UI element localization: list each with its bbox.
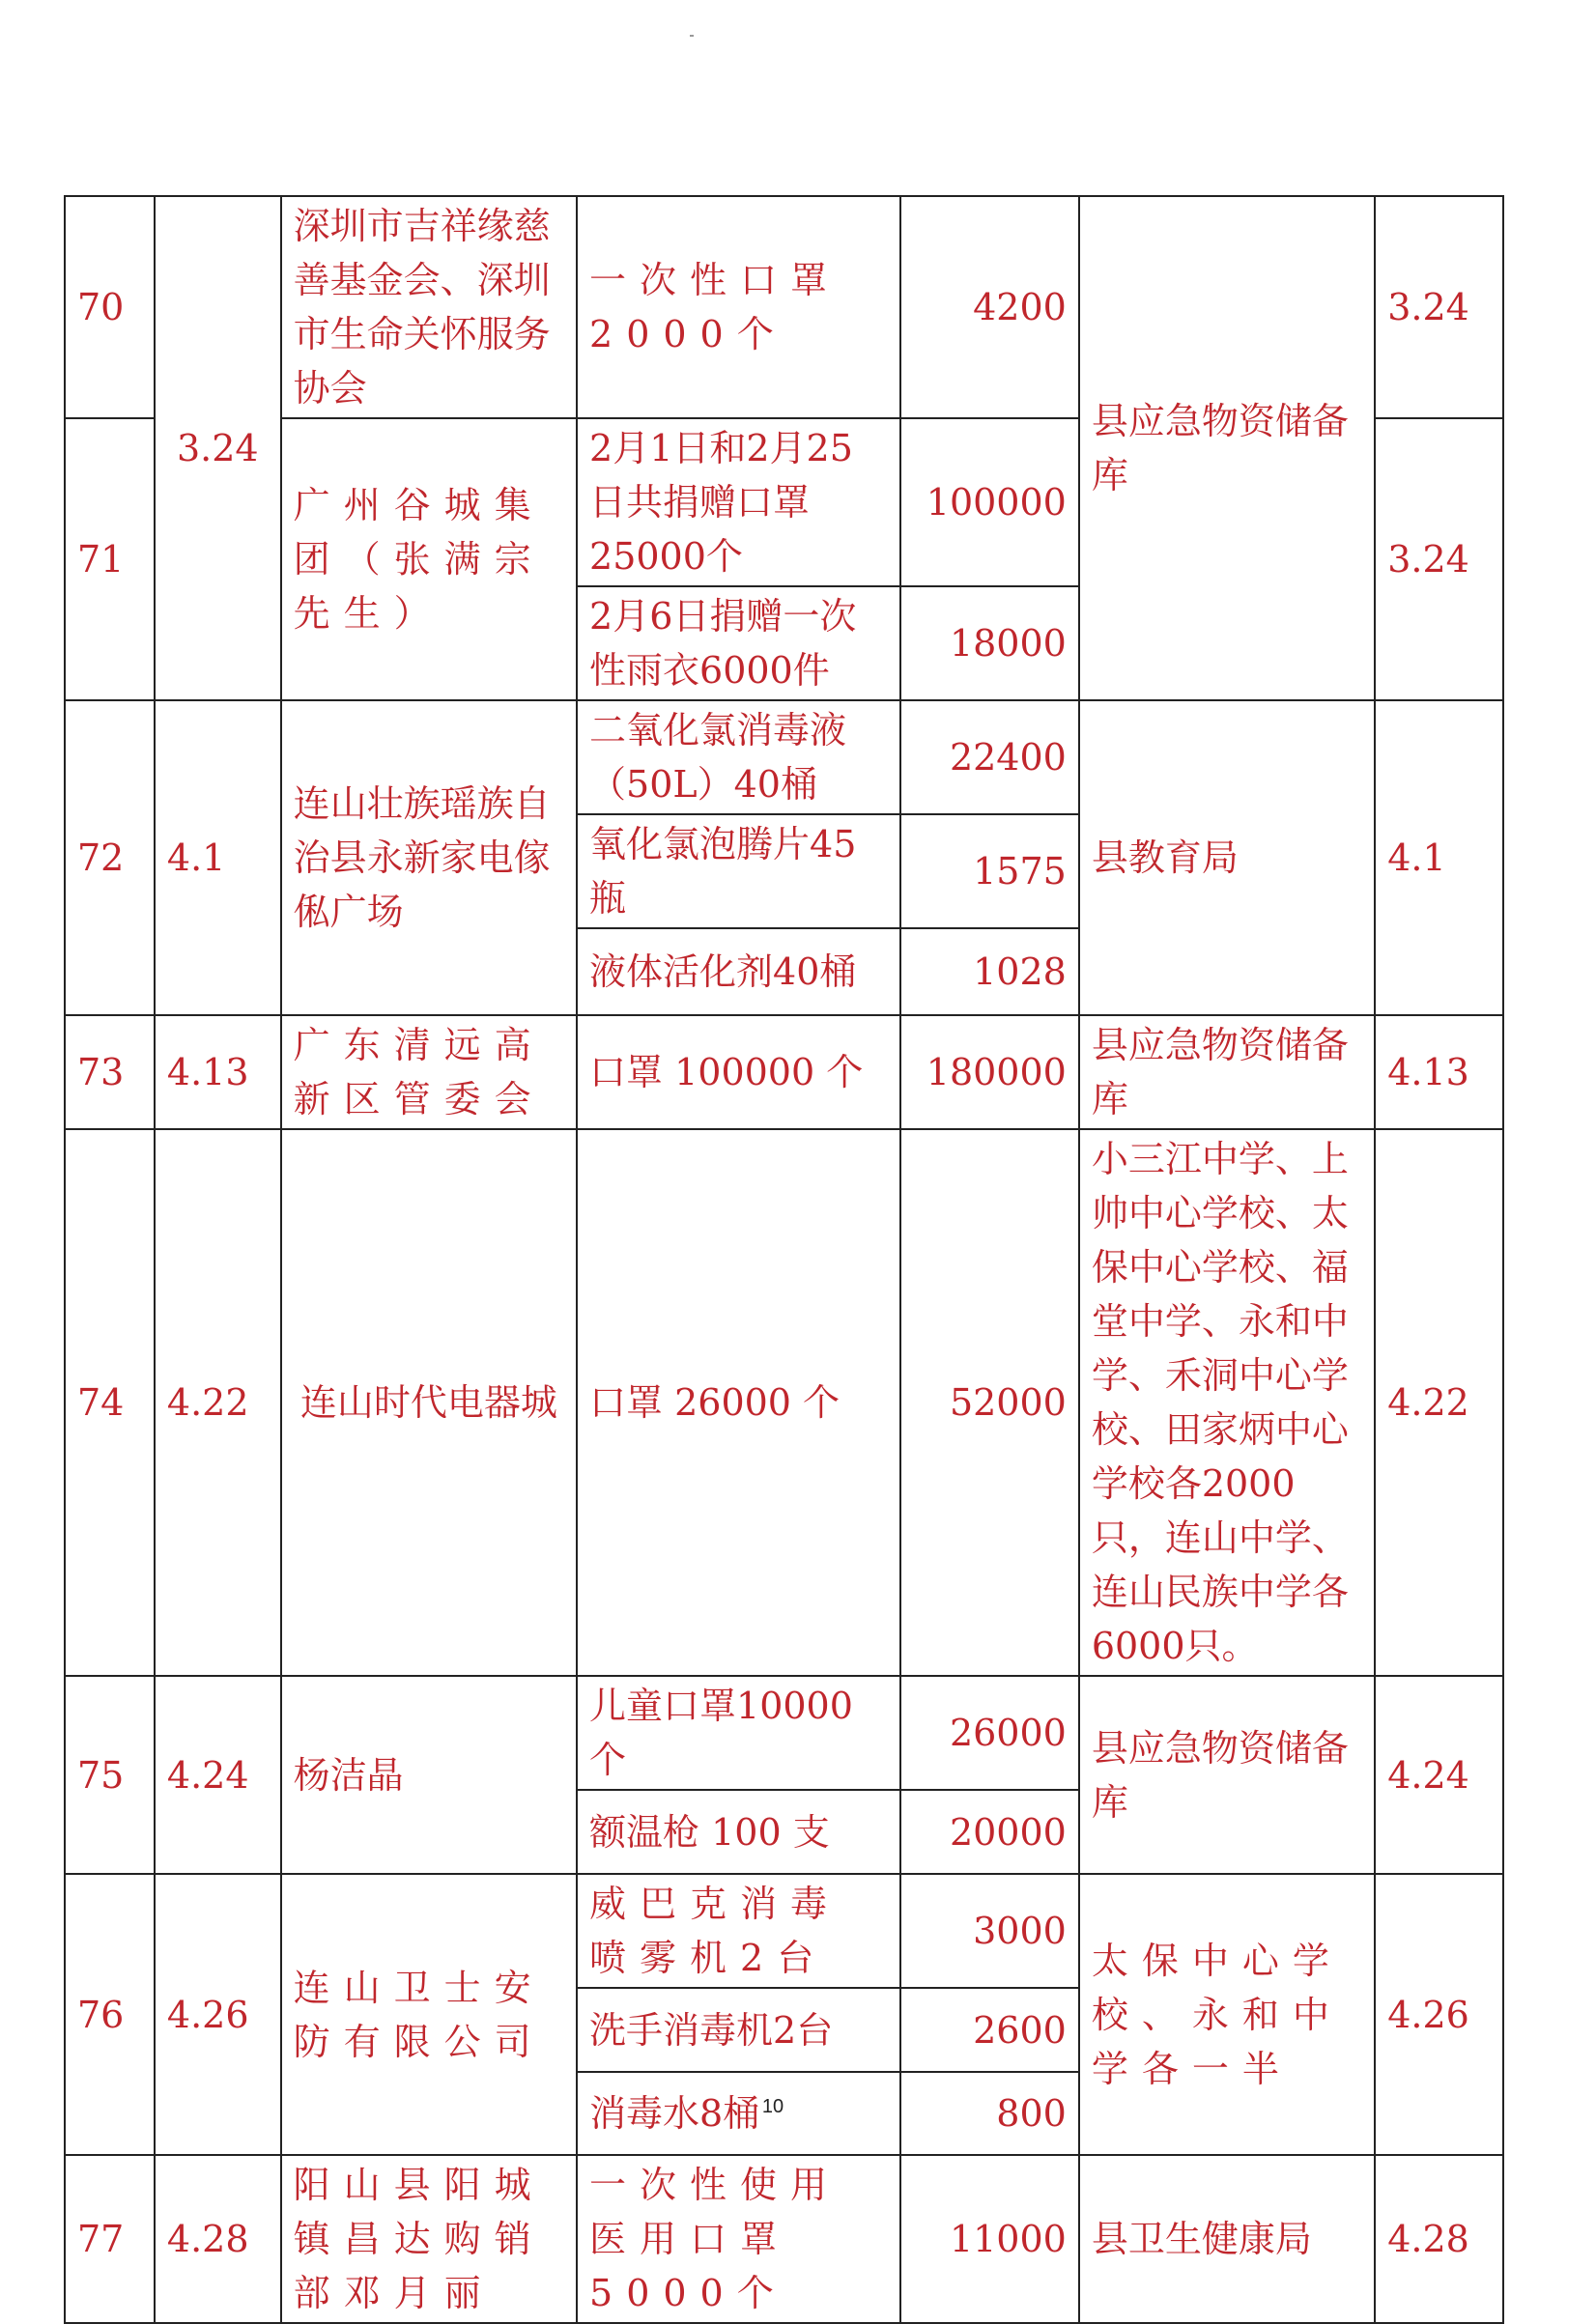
donor-name: 连山壮族瑶族自治县永新家电傢俬广场 [281, 700, 577, 1015]
donated-item: 消毒水8桶 [577, 2072, 900, 2155]
recipient: 小三江中学、上帅中心学校、太保中心学校、福堂中学、永和中学、禾洞中心学校、田家炳中心学校各2000只，连山中学、连山民族中学各6000只。 [1079, 1129, 1375, 1676]
recipient: 县应急物资储备库 [1079, 1015, 1375, 1129]
row-number: 73 [65, 1015, 155, 1129]
item-amount: 180000 [900, 1015, 1079, 1129]
item-amount: 2600 [900, 1988, 1079, 2072]
donation-date: 4.28 [155, 2155, 281, 2323]
table-row [65, 700, 1503, 814]
donor-name: 广东清远高新区管委会 [281, 1015, 577, 1129]
receive-date: 4.24 [1375, 1676, 1503, 1874]
donated-item: 氧化氯泡腾片45瓶 [577, 814, 900, 928]
donation-date: 4.22 [155, 1129, 281, 1676]
receive-date: 4.22 [1375, 1129, 1503, 1676]
item-amount: 26000 [900, 1676, 1079, 1790]
table-row [65, 1129, 1503, 1676]
receive-date: 4.1 [1375, 700, 1503, 1015]
donation-table [64, 195, 1504, 2324]
receive-date: 4.26 [1375, 1874, 1503, 2155]
receive-date: 3.24 [1375, 418, 1503, 700]
donor-name: 连山卫士安防有限公司 [281, 1874, 577, 2155]
item-amount: 1575 [900, 814, 1079, 928]
row-number: 74 [65, 1129, 155, 1676]
receive-date: 4.28 [1375, 2155, 1503, 2323]
table-row [65, 1015, 1503, 1129]
recipient: 太保中心学校、永和中学各一半 [1079, 1874, 1375, 2155]
item-amount: 3000 [900, 1874, 1079, 1988]
donated-item: 额温枪 100 支 [577, 1790, 900, 1874]
donor-name: 深圳市吉祥缘慈善基金会、深圳市生命关怀服务协会 [281, 196, 577, 418]
item-amount: 22400 [900, 700, 1079, 814]
donated-item: 威巴克消毒喷雾机2台 [577, 1874, 900, 1988]
item-amount: 1028 [900, 928, 1079, 1015]
donation-date: 4.1 [155, 700, 281, 1015]
item-amount: 4200 [900, 196, 1079, 418]
table-row [65, 1874, 1503, 1988]
row-number: 72 [65, 700, 155, 1015]
donor-name: 阳山县阳城镇昌达购销部邓月丽 [281, 2155, 577, 2323]
donor-name: 杨洁晶 [281, 1676, 577, 1874]
item-amount: 20000 [900, 1790, 1079, 1874]
row-number: 75 [65, 1676, 155, 1874]
donation-date: 4.24 [155, 1676, 281, 1874]
recipient: 县应急物资储备库 [1079, 1676, 1375, 1874]
donated-item: 一次性使用医用口罩5000个 [577, 2155, 900, 2323]
item-amount: 100000 [900, 418, 1079, 586]
donated-item: 2月6日捐赠一次性雨衣6000件 [577, 586, 900, 700]
donated-item: 二氧化氯消毒液（50L）40桶 [577, 700, 900, 814]
item-amount: 52000 [900, 1129, 1079, 1676]
donated-item: 口罩 100000 个 [577, 1015, 900, 1129]
recipient: 县卫生健康局 [1079, 2155, 1375, 2323]
row-number: 71 [65, 418, 155, 700]
donor-name: 广州谷城集团（张满宗先生） [281, 418, 577, 700]
donation-date: 4.13 [155, 1015, 281, 1129]
item-amount: 18000 [900, 586, 1079, 700]
donated-item: 洗手消毒机2台 [577, 1988, 900, 2072]
donated-item: 液体活化剂40桶 [577, 928, 900, 1015]
receive-date: 4.13 [1375, 1015, 1503, 1129]
item-amount: 800 [900, 2072, 1079, 2155]
table-row [65, 196, 1503, 418]
item-amount: 11000 [900, 2155, 1079, 2323]
row-number: 77 [65, 2155, 155, 2323]
table-row [65, 1676, 1503, 1790]
row-number: 76 [65, 1874, 155, 2155]
recipient: 县应急物资储备库 [1079, 196, 1375, 700]
donated-item: 口罩 26000 个 [577, 1129, 900, 1676]
page-number: 10 [761, 2096, 784, 2117]
row-number: 70 [65, 196, 155, 418]
receive-date: 3.24 [1375, 196, 1503, 418]
recipient: 县教育局 [1079, 700, 1375, 1015]
donated-item: 儿童口罩10000个 [577, 1676, 900, 1790]
table-row [65, 2155, 1503, 2323]
scan-mark [690, 35, 694, 37]
donation-date: 4.26 [155, 1874, 281, 2155]
donated-item: 一次性口罩 2000个 [577, 196, 900, 418]
donated-item: 2月1日和2月25日共捐赠口罩25000个 [577, 418, 900, 586]
donor-name: 连山时代电器城 [281, 1129, 577, 1676]
donation-date: 3.24 [155, 196, 281, 700]
